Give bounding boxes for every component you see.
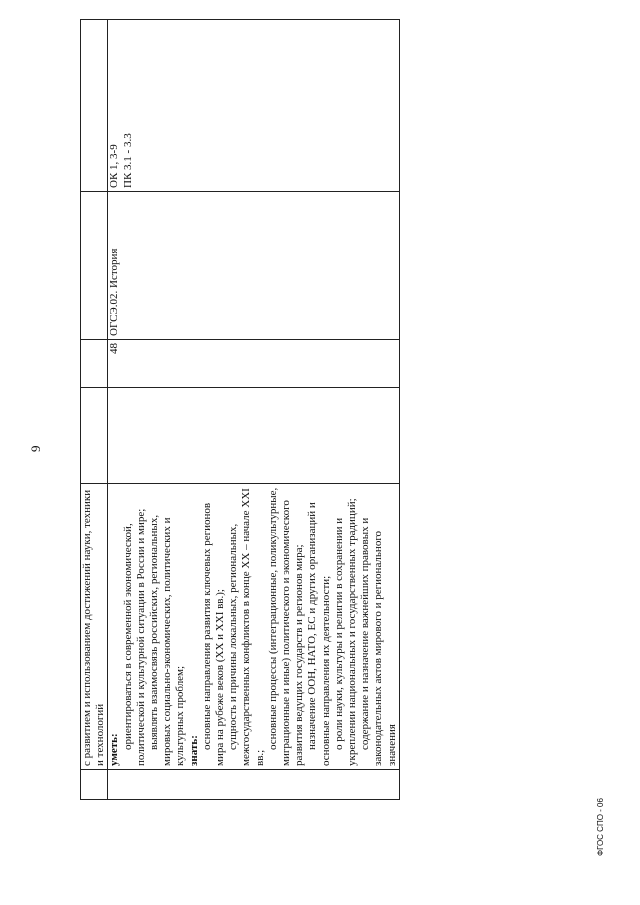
empty-cell (81, 20, 108, 192)
page-number: 9 (28, 445, 43, 452)
umet-item: ориентироваться в современной экономической, политической и культурной ситуации в России и мире; (121, 508, 147, 766)
umet-header: уметь: (108, 733, 121, 766)
empty-cell (81, 388, 108, 484)
competencies-cell (108, 20, 399, 192)
hours-cell: 48 (108, 340, 399, 388)
index-cell (81, 770, 108, 800)
description-cell (108, 484, 399, 770)
znat-item: основные процессы (интеграционные, поликультурные, миграционные и иные) политического и экономического развития ведущих государств и регионов мира; (266, 487, 306, 766)
competency-pk: ПК 3.1 - 3.3 (121, 133, 134, 188)
znat-item: основные направления развития ключевых регионов мира на рубеже веков (XX и XXI вв.); (200, 502, 227, 766)
competency-ok: ОК 1, 3-9 (108, 144, 121, 188)
table-row (108, 20, 399, 800)
umet-item: выявлять взаимосвязь российских, региональных, мировых социально-экономических, политических и культурных проблем; (148, 514, 187, 766)
discipline-cell: ОГСЭ.02. История (108, 192, 399, 340)
empty-cell (81, 192, 108, 340)
znat-header: знать: (187, 735, 200, 766)
curriculum-table-sheet (80, 20, 585, 800)
table-row (81, 20, 108, 800)
index-cell (108, 770, 399, 800)
curriculum-table (80, 19, 400, 800)
empty-cell (81, 340, 108, 388)
znat-item: о роли науки, культуры и религии в сохранении и укреплении национальных и государственных традиций; (332, 498, 359, 766)
empty-cell (108, 388, 399, 484)
znat-item: содержание и назначение важнейших правовых и законодательных актов мирового и регионального значения (359, 517, 398, 766)
top-text: с развитием и использованием достижений науки, техники и технологий (81, 489, 107, 766)
znat-item: назначение ООН, НАТО, ЕС и других организаций и основные направления их деятельности; (306, 502, 332, 766)
znat-item: сущность и причины локальных, региональных, межгосударственных конфликтов в конце XX – начале XXI вв.; (227, 488, 266, 766)
footer-label: ФГОС СПО - 06 (596, 798, 605, 856)
description-cell-top (81, 484, 108, 770)
